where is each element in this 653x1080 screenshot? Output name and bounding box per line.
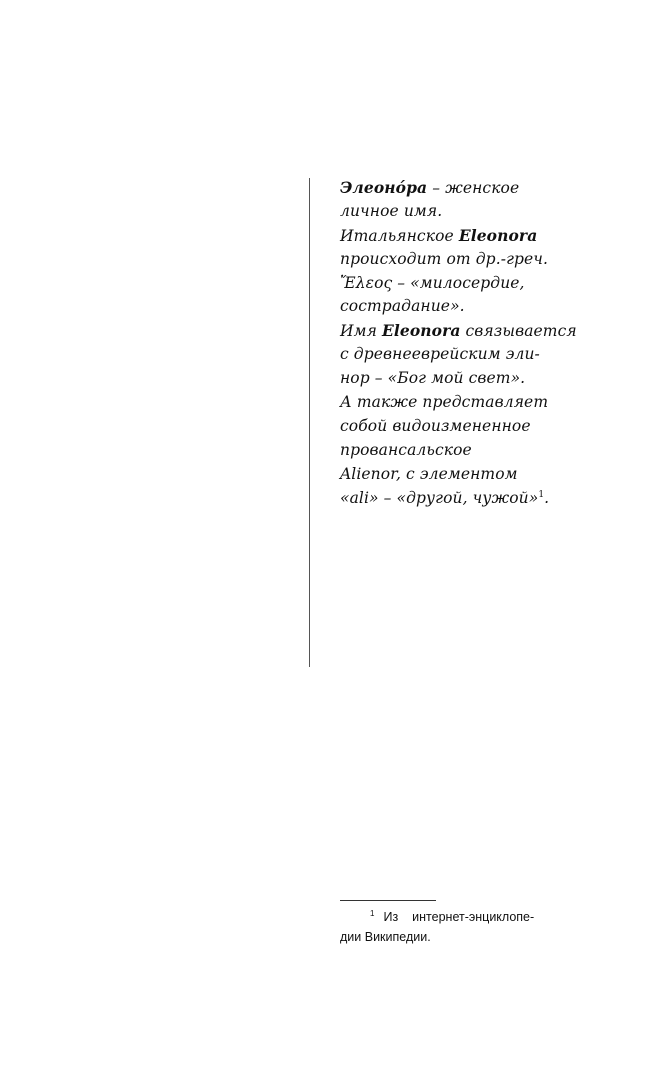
footnote [340,907,550,947]
footnote-separator [340,900,436,901]
epigraph-name-term: Элеонóра [340,178,428,197]
epigraph-line-5: Ἔλεος – «милосердие, [340,273,525,292]
epigraph-latin-name: Eleonora [381,321,461,341]
epigraph-line-6: сострадание». [340,297,465,316]
epigraph-line-2: личное имя. [340,201,443,220]
epigraph-line-7: Имя Eleonora связывается [340,321,577,341]
epigraph-line-11: собой видоизмененное [340,416,531,435]
epigraph-line-9: нор – «Бог мой свет». [340,369,526,388]
vertical-rule [309,178,310,667]
footnote-line-2: дии Википедии. [340,930,431,944]
epigraph-line-3: Итальянское Eleonora [340,225,538,245]
epigraph-line-13: Alienor, с элементом [340,464,518,483]
epigraph-line-10: А также представляет [340,393,549,412]
epigraph-line-4: происходит от др.-греч. [340,249,549,268]
epigraph-text [340,176,640,510]
footnote-marker: 1 [370,908,375,918]
epigraph-line-8: с древнееврейским эли- [340,345,540,364]
epigraph-line-14: «ali» – «другой, чужой»$^1$. [340,488,550,507]
epigraph-line-12: провансальское [340,440,472,459]
epigraph-line-1: Элеонóра – женское [340,178,520,197]
epigraph-latin-name: Eleonora [458,225,538,245]
footnote-reference[interactable]: 1 [538,489,545,500]
footnote-line-1: $^1$ Из интернет-энциклопе- [370,908,535,924]
